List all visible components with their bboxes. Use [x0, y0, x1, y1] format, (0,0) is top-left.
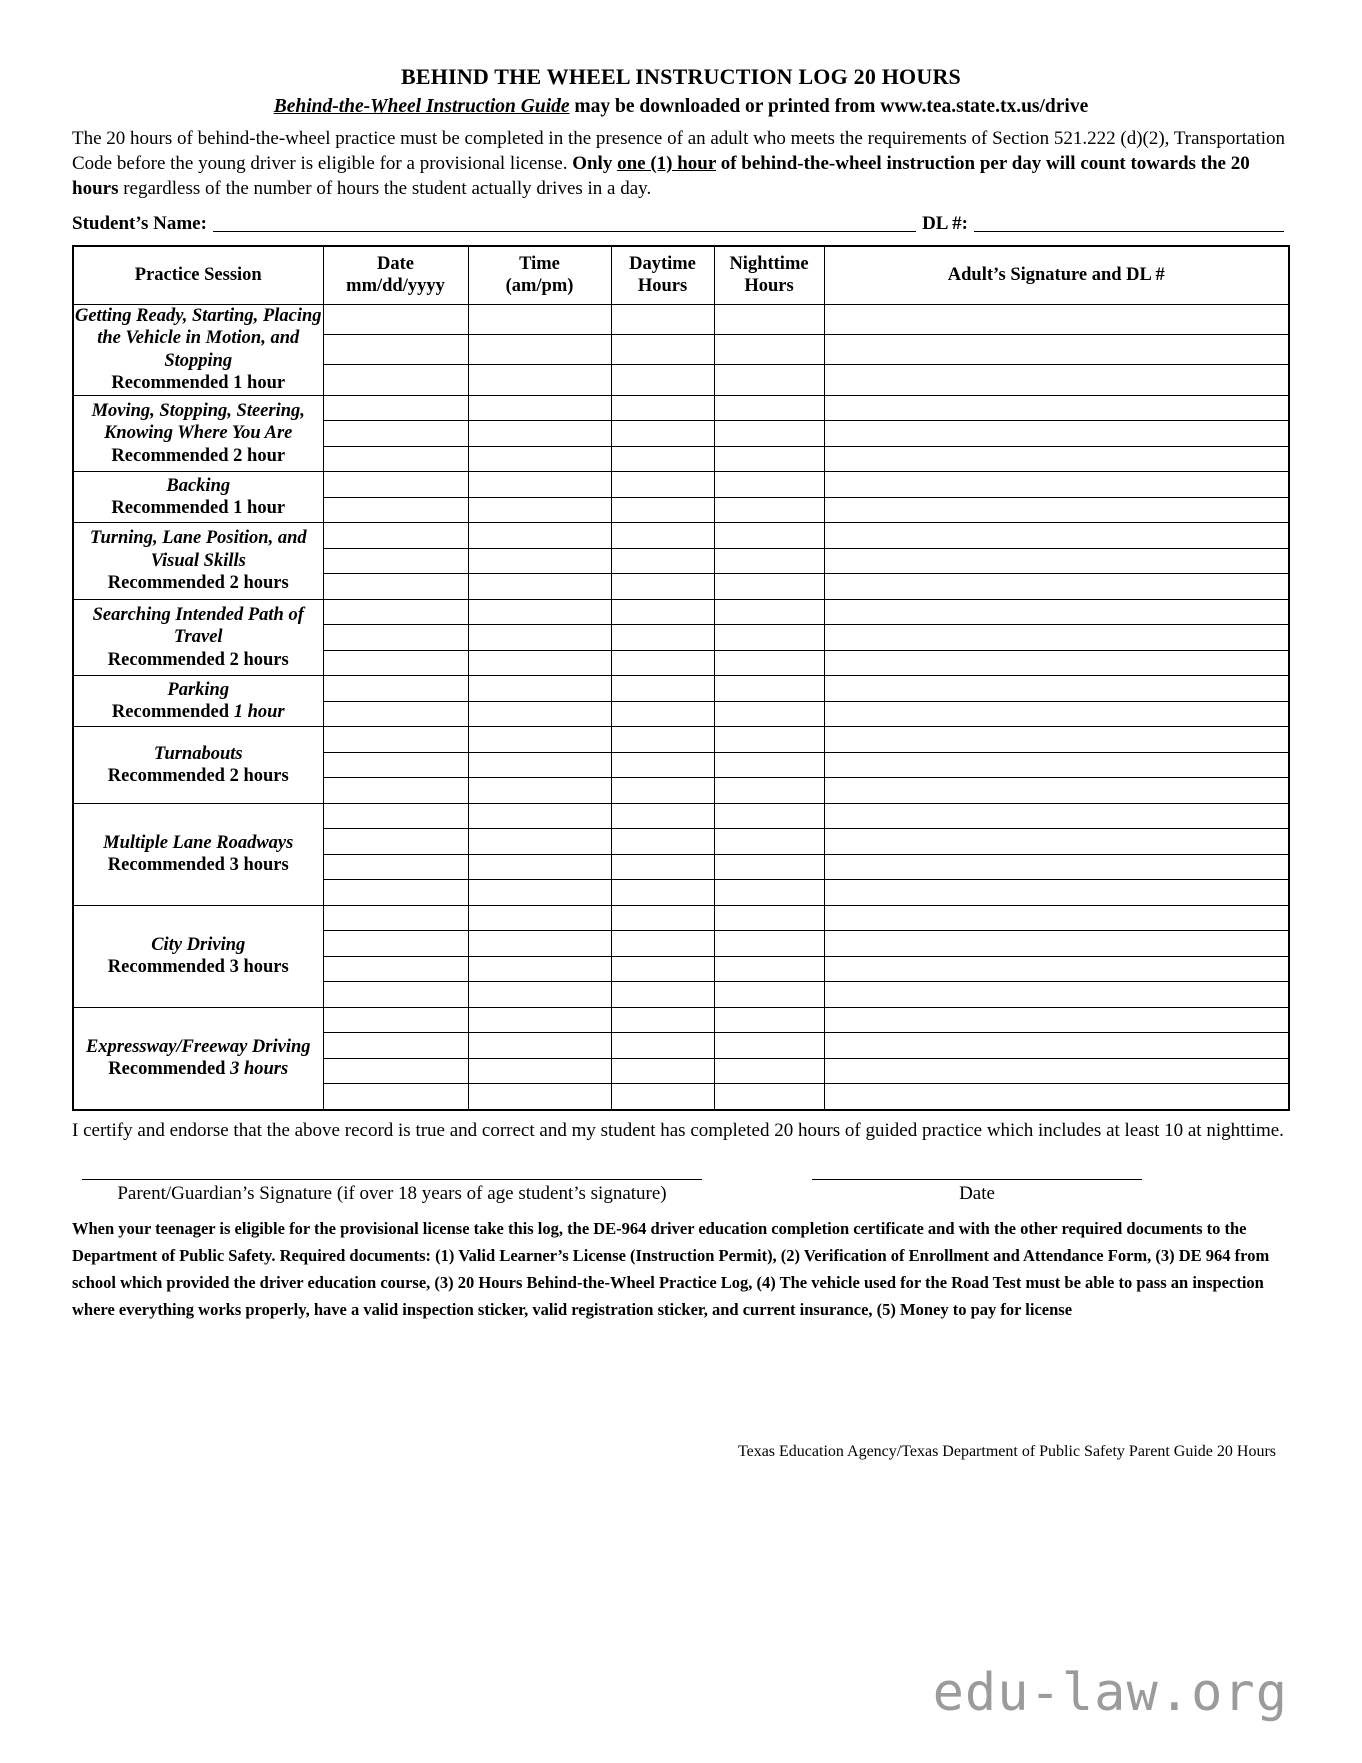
cell-adult-signature[interactable] [824, 956, 1289, 982]
intro-text-1: The 20 hours of behind-the-wheel practice must be completed in the presence of an adult who meets the requirements of Section 521.222 (d)(2), Transportation Code before the young driver is eligible for a provisional license. [72, 128, 1286, 175]
cell-nighttime-hours[interactable] [714, 854, 824, 880]
cell-date[interactable] [323, 335, 468, 365]
session-title: Turnabouts [153, 743, 243, 764]
cell-daytime-hours[interactable] [611, 497, 714, 523]
cell-nighttime-hours[interactable] [714, 905, 824, 931]
column-header-nighttime-line1: Nighttime [729, 254, 809, 275]
cell-nighttime-hours[interactable] [714, 880, 824, 906]
cell-adult-signature[interactable] [824, 599, 1289, 625]
cell-nighttime-hours[interactable] [714, 395, 824, 421]
session-title: Expressway/Freeway Driving [85, 1036, 311, 1057]
cell-time[interactable] [468, 395, 611, 421]
cell-daytime-hours[interactable] [611, 956, 714, 982]
cell-time[interactable] [468, 497, 611, 523]
cell-date[interactable] [323, 304, 468, 334]
cell-nighttime-hours[interactable] [714, 778, 824, 804]
cell-daytime-hours[interactable] [611, 676, 714, 702]
cell-date[interactable] [323, 701, 468, 727]
cell-date[interactable] [323, 1058, 468, 1084]
cell-daytime-hours[interactable] [611, 880, 714, 906]
cell-nighttime-hours[interactable] [714, 650, 824, 676]
session-title: Backing [166, 475, 231, 496]
date-signature-block [812, 1178, 1142, 1205]
cell-adult-signature[interactable] [824, 752, 1289, 778]
cell-nighttime-hours[interactable] [714, 497, 824, 523]
cell-daytime-hours[interactable] [611, 472, 714, 498]
cell-daytime-hours[interactable] [611, 803, 714, 829]
cell-daytime-hours[interactable] [611, 854, 714, 880]
cell-time[interactable] [468, 778, 611, 804]
cell-date[interactable] [323, 625, 468, 651]
cell-adult-signature[interactable] [824, 421, 1289, 447]
subtitle-guide-link[interactable]: Behind-the-Wheel Instruction Guide [273, 96, 570, 117]
subtitle-rest: may be downloaded or printed from www.tea.state.tx.us/drive [569, 96, 1089, 117]
cell-date[interactable] [323, 931, 468, 957]
student-identification-row [72, 213, 1290, 235]
cell-nighttime-hours[interactable] [714, 676, 824, 702]
cell-daytime-hours[interactable] [611, 778, 714, 804]
cell-nighttime-hours[interactable] [714, 752, 824, 778]
cell-time[interactable] [468, 446, 611, 472]
column-header-adult-signature: Adult’s Signature and DL # [824, 246, 1289, 304]
cell-date[interactable] [323, 752, 468, 778]
dl-number-label: DL #: [922, 213, 968, 235]
cell-adult-signature[interactable] [824, 854, 1289, 880]
cell-date[interactable] [323, 1084, 468, 1110]
table-row [73, 472, 1289, 498]
cell-time[interactable] [468, 548, 611, 574]
cell-daytime-hours[interactable] [611, 982, 714, 1008]
cell-date[interactable] [323, 676, 468, 702]
column-header-date-line2: mm/dd/yyyy [346, 276, 445, 297]
subtitle [72, 96, 1290, 118]
cell-time[interactable] [468, 676, 611, 702]
session-label-4 [73, 523, 323, 600]
cell-daytime-hours[interactable] [611, 1084, 714, 1110]
intro-paragraph [72, 126, 1290, 201]
session-recommended-hours: Recommended 1 hour [111, 498, 286, 519]
table-row [73, 1007, 1289, 1033]
cell-time[interactable] [468, 304, 611, 334]
footer-agency-line: Texas Education Agency/Texas Department of Public Safety Parent Guide 20 Hours [737, 1443, 1276, 1461]
cell-date[interactable] [323, 1033, 468, 1059]
cell-time[interactable] [468, 701, 611, 727]
table-row [73, 599, 1289, 625]
student-name-input[interactable] [213, 214, 916, 232]
session-label-3 [73, 472, 323, 523]
cell-date[interactable] [323, 905, 468, 931]
cell-adult-signature[interactable] [824, 880, 1289, 906]
cell-daytime-hours[interactable] [611, 701, 714, 727]
cell-nighttime-hours[interactable] [714, 1007, 824, 1033]
table-row [73, 905, 1289, 931]
cell-date[interactable] [323, 599, 468, 625]
cell-adult-signature[interactable] [824, 701, 1289, 727]
cell-date[interactable] [323, 727, 468, 753]
cell-daytime-hours[interactable] [611, 727, 714, 753]
cell-adult-signature[interactable] [824, 676, 1289, 702]
column-header-daytime-line2: Hours [637, 276, 688, 297]
cell-time[interactable] [468, 1033, 611, 1059]
column-header-time-line1: Time [519, 254, 560, 275]
session-title: Getting Ready, Starting, Placing the Vehicle in Motion, and Stopping [74, 305, 322, 371]
table-row [73, 523, 1289, 549]
session-title: Multiple Lane Roadways [103, 832, 294, 853]
cell-nighttime-hours[interactable] [714, 365, 824, 395]
cell-time[interactable] [468, 625, 611, 651]
session-recommended-hours: Recommended 2 hours [107, 766, 289, 787]
cell-date[interactable] [323, 548, 468, 574]
session-label-5 [73, 599, 323, 676]
cell-adult-signature[interactable] [824, 335, 1289, 365]
cell-date[interactable] [323, 497, 468, 523]
column-header-practice-session: Practice Session [73, 246, 323, 304]
column-header-nighttime-line2: Hours [744, 276, 794, 297]
column-header-date-line1: Date [377, 254, 414, 275]
cell-nighttime-hours[interactable] [714, 523, 824, 549]
session-label-10 [73, 1007, 323, 1110]
cell-adult-signature[interactable] [824, 905, 1289, 931]
session-label-1 [73, 304, 323, 395]
cell-adult-signature[interactable] [824, 727, 1289, 753]
cell-daytime-hours[interactable] [611, 548, 714, 574]
cell-daytime-hours[interactable] [611, 650, 714, 676]
cell-adult-signature[interactable] [824, 1007, 1289, 1033]
column-header-daytime-line1: Daytime [629, 254, 696, 275]
cell-time[interactable] [468, 365, 611, 395]
cell-adult-signature[interactable] [824, 778, 1289, 804]
cell-adult-signature[interactable] [824, 1084, 1289, 1110]
intro-bold-1: Only [572, 153, 618, 175]
cell-time[interactable] [468, 727, 611, 753]
cell-nighttime-hours[interactable] [714, 1084, 824, 1110]
parent-signature-caption: Parent/Guardian’s Signature (if over 18 years of age student’s signature) [117, 1182, 667, 1204]
cell-date[interactable] [323, 956, 468, 982]
cell-nighttime-hours[interactable] [714, 701, 824, 727]
session-recommended-prefix: Recommended [108, 1059, 231, 1080]
column-header-date [323, 246, 468, 304]
watermark: edu-law.org [932, 1663, 1288, 1723]
cell-adult-signature[interactable] [824, 650, 1289, 676]
cell-time[interactable] [468, 1058, 611, 1084]
cell-daytime-hours[interactable] [611, 335, 714, 365]
table-row [73, 304, 1289, 334]
cell-date[interactable] [323, 880, 468, 906]
cell-daytime-hours[interactable] [611, 1033, 714, 1059]
cell-date[interactable] [323, 650, 468, 676]
session-title: Turning, Lane Position, and Visual Skills [89, 528, 307, 571]
table-row [73, 803, 1289, 829]
cell-adult-signature[interactable] [824, 829, 1289, 855]
session-recommended-prefix: Recommended [111, 702, 234, 723]
cell-daytime-hours[interactable] [611, 599, 714, 625]
cell-nighttime-hours[interactable] [714, 803, 824, 829]
cell-date[interactable] [323, 778, 468, 804]
cell-nighttime-hours[interactable] [714, 548, 824, 574]
cell-adult-signature[interactable] [824, 625, 1289, 651]
cell-adult-signature[interactable] [824, 304, 1289, 334]
cell-nighttime-hours[interactable] [714, 574, 824, 600]
cell-nighttime-hours[interactable] [714, 304, 824, 334]
cell-daytime-hours[interactable] [611, 365, 714, 395]
cell-daytime-hours[interactable] [611, 931, 714, 957]
parent-signature-block [82, 1178, 702, 1205]
intro-bold-2: of behind-the-wheel instruction per day will count towards the 20 hours [72, 153, 1250, 200]
cell-daytime-hours[interactable] [611, 829, 714, 855]
cell-time[interactable] [468, 650, 611, 676]
cell-date[interactable] [323, 472, 468, 498]
cell-nighttime-hours[interactable] [714, 727, 824, 753]
cell-time[interactable] [468, 1007, 611, 1033]
session-title: Parking [167, 679, 230, 700]
cell-daytime-hours[interactable] [611, 625, 714, 651]
cell-nighttime-hours[interactable] [714, 829, 824, 855]
cell-adult-signature[interactable] [824, 523, 1289, 549]
cell-nighttime-hours[interactable] [714, 1033, 824, 1059]
cell-daytime-hours[interactable] [611, 304, 714, 334]
cell-daytime-hours[interactable] [611, 523, 714, 549]
cell-adult-signature[interactable] [824, 548, 1289, 574]
cell-nighttime-hours[interactable] [714, 982, 824, 1008]
session-recommended-value: 3 hours [230, 1059, 289, 1080]
cell-adult-signature[interactable] [824, 1058, 1289, 1084]
page-title: BEHIND THE WHEEL INSTRUCTION LOG 20 HOURS [401, 64, 961, 89]
cell-daytime-hours[interactable] [611, 905, 714, 931]
cell-adult-signature[interactable] [824, 982, 1289, 1008]
cell-time[interactable] [468, 982, 611, 1008]
table-header-row [73, 246, 1289, 304]
cell-time[interactable] [468, 854, 611, 880]
cell-time[interactable] [468, 335, 611, 365]
table-row [73, 676, 1289, 702]
cell-adult-signature[interactable] [824, 446, 1289, 472]
intro-underline: one (1) hour [617, 153, 716, 175]
cell-nighttime-hours[interactable] [714, 421, 824, 447]
cell-time[interactable] [468, 880, 611, 906]
session-recommended-hours: Recommended 3 hours [107, 855, 289, 876]
cell-time[interactable] [468, 599, 611, 625]
cell-date[interactable] [323, 395, 468, 421]
cell-date[interactable] [323, 574, 468, 600]
cell-daytime-hours[interactable] [611, 1007, 714, 1033]
practice-log-table [72, 245, 1290, 1111]
cell-time[interactable] [468, 803, 611, 829]
session-recommended-hours [74, 1058, 323, 1081]
signature-area [72, 1178, 1290, 1205]
session-recommended-hours [74, 701, 323, 724]
cell-nighttime-hours[interactable] [714, 931, 824, 957]
session-recommended-hours: Recommended 1 hour [111, 373, 286, 394]
legal-notice: When your teenager is eligible for the provisional license take this log, the DE-964 driver education completion certificate and with the other required documents to the Department of Public Safety. Required documents: (1) Valid Learner’s License (Instruction Permit), (2) Verification of Enrollment and Attendance Form, (3) DE 964 from school which provided the driver education course, (3) 20 Hours Behind-the-Wheel Practice Log, (4) The vehicle used for the Road Test must be able to pass an inspection where everything works properly, have a valid inspection sticker, valid registration sticker, and current insurance, (5) Money to pay for license [72, 1218, 1270, 1320]
cell-date[interactable] [323, 365, 468, 395]
practice-log-body [73, 304, 1289, 1110]
column-header-daytime-hours [611, 246, 714, 304]
cell-date[interactable] [323, 854, 468, 880]
session-recommended-hours: Recommended 2 hours [107, 649, 289, 670]
session-title: Searching Intended Path of Travel [92, 604, 304, 648]
cell-daytime-hours[interactable] [611, 1058, 714, 1084]
cell-time[interactable] [468, 472, 611, 498]
cell-nighttime-hours[interactable] [714, 956, 824, 982]
cell-daytime-hours[interactable] [611, 395, 714, 421]
column-header-time [468, 246, 611, 304]
cell-time[interactable] [468, 421, 611, 447]
cell-date[interactable] [323, 803, 468, 829]
column-header-time-line2: (am/pm) [505, 276, 574, 297]
cell-daytime-hours[interactable] [611, 446, 714, 472]
session-label-8 [73, 803, 323, 905]
cell-adult-signature[interactable] [824, 931, 1289, 957]
cell-adult-signature[interactable] [824, 365, 1289, 395]
cell-nighttime-hours[interactable] [714, 1058, 824, 1084]
student-name-label: Student’s Name: [72, 213, 207, 235]
session-label-6 [73, 676, 323, 727]
intro-text-2: regardless of the number of hours the student actually drives in a day. [118, 178, 652, 200]
table-row [73, 727, 1289, 753]
cell-adult-signature[interactable] [824, 574, 1289, 600]
session-title: City Driving [151, 934, 246, 955]
column-header-nighttime-hours [714, 246, 824, 304]
cell-time[interactable] [468, 523, 611, 549]
cell-date[interactable] [323, 421, 468, 447]
cell-nighttime-hours[interactable] [714, 625, 824, 651]
session-label-7 [73, 727, 323, 804]
cell-time[interactable] [468, 574, 611, 600]
cell-nighttime-hours[interactable] [714, 446, 824, 472]
cell-daytime-hours[interactable] [611, 574, 714, 600]
dl-number-input[interactable] [974, 214, 1284, 232]
cell-date[interactable] [323, 829, 468, 855]
signature-date-caption: Date [959, 1182, 995, 1204]
cell-time[interactable] [468, 956, 611, 982]
session-recommended-hours: Recommended 2 hour [111, 445, 286, 466]
cell-time[interactable] [468, 905, 611, 931]
cell-date[interactable] [323, 1007, 468, 1033]
cell-nighttime-hours[interactable] [714, 599, 824, 625]
cell-adult-signature[interactable] [824, 472, 1289, 498]
cell-adult-signature[interactable] [824, 1033, 1289, 1059]
cell-nighttime-hours[interactable] [714, 335, 824, 365]
cell-time[interactable] [468, 829, 611, 855]
table-row [73, 395, 1289, 421]
cell-date[interactable] [323, 523, 468, 549]
cell-date[interactable] [323, 446, 468, 472]
cell-daytime-hours[interactable] [611, 421, 714, 447]
cell-daytime-hours[interactable] [611, 752, 714, 778]
cell-adult-signature[interactable] [824, 497, 1289, 523]
cell-adult-signature[interactable] [824, 395, 1289, 421]
session-recommended-hours: Recommended 2 hours [107, 573, 289, 594]
certification-text: I certify and endorse that the above record is true and correct and my student has completed 20 hours of guided practice which includes at least 10 at nighttime. [72, 1119, 1284, 1141]
cell-time[interactable] [468, 931, 611, 957]
session-title: Moving, Stopping, Steering, Knowing Where You Are [91, 400, 305, 444]
session-label-9 [73, 905, 323, 1007]
cell-date[interactable] [323, 982, 468, 1008]
cell-adult-signature[interactable] [824, 803, 1289, 829]
session-recommended-hours: Recommended 3 hours [107, 957, 289, 978]
session-label-2 [73, 395, 323, 472]
cell-nighttime-hours[interactable] [714, 472, 824, 498]
session-recommended-value: 1 hour [233, 702, 285, 723]
cell-time[interactable] [468, 1084, 611, 1110]
cell-time[interactable] [468, 752, 611, 778]
